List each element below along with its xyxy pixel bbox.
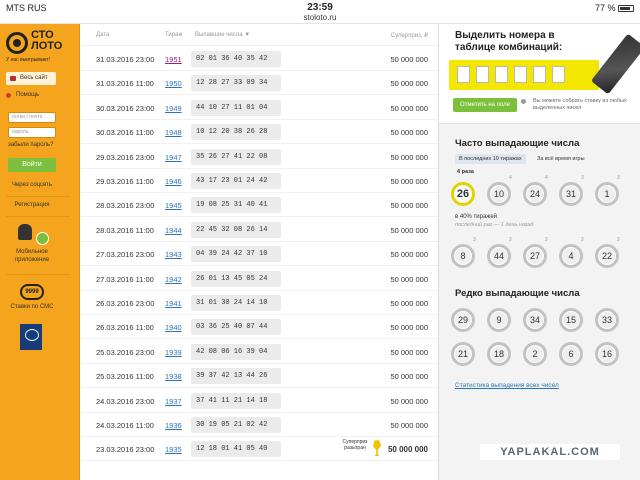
number-cell[interactable] <box>552 66 565 83</box>
col-numbers[interactable]: Выпавшие числа ▼ <box>195 32 251 38</box>
forgot-password-link[interactable]: забыли пароль? <box>8 142 54 148</box>
ball-count: 3 <box>581 175 584 181</box>
ball-count: 2 <box>581 237 584 243</box>
table-row <box>81 242 438 266</box>
row-draw-link[interactable]: 1947 <box>165 152 182 162</box>
row-draw-link[interactable]: 1938 <box>165 372 182 382</box>
row-prize: 50 000 000 <box>390 152 428 162</box>
row-numbers: 19 08 25 31 40 41 <box>191 197 281 213</box>
stoloto-logo[interactable] <box>6 29 76 63</box>
rare-ball[interactable]: 16 <box>595 342 619 366</box>
frequent-ball[interactable]: 10 <box>487 182 511 206</box>
row-prize: 50 000 000 <box>390 128 428 138</box>
rare-ball[interactable]: 33 <box>595 308 619 332</box>
row-prize: 50 000 000 <box>390 250 428 260</box>
row-date: 30.03.2016 23:00 <box>96 103 155 113</box>
row-prize: 50 000 000 <box>390 177 428 186</box>
rare-ball[interactable]: 9 <box>487 308 511 332</box>
row-numbers: 03 36 25 40 07 44 <box>191 319 281 335</box>
table-row <box>81 413 438 437</box>
superprize-won-label: Суперприз разыгран <box>342 439 368 452</box>
frequent-ball[interactable]: 31 <box>559 182 583 206</box>
row-date: 23.03.2016 23:00 <box>96 445 155 455</box>
password-input[interactable]: пароль <box>8 127 56 138</box>
row-date: 29.03.2016 11:00 <box>96 177 154 186</box>
row-date: 26.03.2016 23:00 <box>96 299 155 308</box>
login-input[interactable]: логин / почта <box>8 112 56 123</box>
clock: 23:59 <box>307 2 333 13</box>
row-numbers: 31 01 30 24 14 10 <box>191 295 281 311</box>
table-header <box>81 24 438 46</box>
percent-label: в 40% тиражей <box>455 214 498 220</box>
watermark: YAPLAKAL.COM <box>480 444 620 460</box>
table-row <box>81 364 438 388</box>
rare-ball[interactable]: 34 <box>523 308 547 332</box>
row-draw-link[interactable]: 1950 <box>165 79 182 89</box>
frequent-ball[interactable]: 24 <box>523 182 547 206</box>
row-date: 24.03.2016 23:00 <box>96 396 155 406</box>
table-row <box>81 218 438 242</box>
row-prize: 50 000 000 <box>390 421 428 430</box>
ball-count: 2 <box>545 237 548 243</box>
draw-results-table <box>81 24 438 480</box>
frequent-ball[interactable]: 8 <box>451 244 475 268</box>
number-cell[interactable] <box>514 66 527 83</box>
table-row <box>81 96 438 120</box>
table-row <box>81 315 438 339</box>
row-numbers: 30 19 05 21 02 42 <box>191 417 281 433</box>
right-panel <box>438 24 640 480</box>
battery-icon <box>618 5 634 12</box>
table-row <box>81 169 438 193</box>
rare-ball[interactable]: 18 <box>487 342 511 366</box>
help-label: Помощь <box>16 92 40 98</box>
sms-bets-link[interactable]: Ставки по СМС <box>10 304 54 310</box>
row-draw-link[interactable]: 1937 <box>165 396 182 406</box>
number-cell[interactable] <box>476 66 489 83</box>
frequent-ball[interactable]: 1 <box>595 182 619 206</box>
row-numbers: 12 28 27 33 09 34 <box>191 75 281 91</box>
row-date: 29.03.2016 23:00 <box>96 152 155 162</box>
row-numbers: 42 08 06 16 39 04 <box>191 344 281 360</box>
row-prize: 50 000 000 <box>390 372 428 382</box>
row-numbers: 04 39 24 42 37 10 <box>191 246 281 262</box>
frequent-ball[interactable]: 22 <box>595 244 619 268</box>
row-draw-link[interactable]: 1944 <box>165 225 182 235</box>
number-cell[interactable] <box>533 66 546 83</box>
tab-all-time[interactable]: За всё время игры <box>537 156 585 162</box>
row-draw-link[interactable]: 1945 <box>165 201 182 211</box>
last-seen-label: последний раз — 1 день назад <box>455 222 534 228</box>
frequent-title: Часто выпадающие числа <box>455 138 580 149</box>
mark-on-field-button[interactable]: Отметить на поле <box>453 98 517 112</box>
col-prize[interactable]: Суперприз, ₽ <box>390 33 428 39</box>
status-bar <box>0 0 640 24</box>
row-draw-link[interactable]: 1948 <box>165 128 182 138</box>
row-numbers: 10 12 20 38 26 28 <box>191 124 281 140</box>
row-prize: 50 000 000 <box>390 103 428 113</box>
table-row <box>81 291 438 315</box>
row-prize: 50 000 000 <box>390 201 428 211</box>
table-row <box>81 47 438 71</box>
row-date: 28.03.2016 11:00 <box>96 225 154 235</box>
row-draw-link[interactable]: 1949 <box>165 103 182 113</box>
table-row <box>81 120 438 144</box>
social-login-link[interactable]: Через соцсеть <box>11 182 53 188</box>
rare-title: Редко выпадающие числа <box>455 288 580 299</box>
frequent-ball[interactable]: 26 <box>451 182 475 206</box>
row-prize: 50 000 000 <box>387 445 428 455</box>
tab-last-10[interactable]: В последних 10 тиражах <box>455 154 526 164</box>
row-numbers: 22 45 32 08 26 14 <box>191 222 281 238</box>
row-date: 24.03.2016 11:00 <box>96 421 154 430</box>
address-bar[interactable]: stoloto.ru <box>303 13 337 22</box>
lottery-emblem-icon[interactable] <box>20 324 42 350</box>
battery-indicator <box>595 3 634 13</box>
row-date: 27.03.2016 11:00 <box>96 274 154 284</box>
rare-ball[interactable]: 29 <box>451 308 475 332</box>
ball-count: 4 <box>509 175 512 181</box>
mobile-app-link[interactable]: Мобильное приложение <box>14 249 50 263</box>
number-cell[interactable] <box>495 66 508 83</box>
apple-icon[interactable] <box>36 232 49 245</box>
row-date: 27.03.2016 23:00 <box>96 250 155 260</box>
row-date: 30.03.2016 11:00 <box>96 128 154 138</box>
ball-count: 3 <box>473 237 476 243</box>
row-draw-link[interactable]: 1942 <box>165 274 182 284</box>
logo-ring-icon <box>6 32 28 54</box>
row-prize: 50 000 000 <box>390 347 428 357</box>
sms-icon[interactable]: 9999 <box>20 284 44 300</box>
register-link[interactable]: Регистрация <box>14 202 50 208</box>
rare-ball[interactable]: 2 <box>523 342 547 366</box>
row-date: 26.03.2016 11:00 <box>96 323 154 333</box>
row-prize: 50 000 000 <box>390 396 428 406</box>
row-prize: 50 000 000 <box>390 79 428 89</box>
all-site-button[interactable] <box>6 72 56 85</box>
row-date: 31.03.2016 11:00 <box>96 79 154 89</box>
logo-slogan: У нас выигрывают! <box>6 57 50 63</box>
ball-count: 2 <box>617 237 620 243</box>
row-draw-link[interactable]: 1951 <box>165 55 182 64</box>
row-draw-link[interactable]: 1941 <box>165 299 182 308</box>
ball-count: 4 <box>545 175 548 181</box>
table-row <box>81 389 438 413</box>
logo-line1: СТО <box>31 29 54 41</box>
row-date: 28.03.2016 23:00 <box>96 201 155 211</box>
table-row <box>81 340 438 364</box>
row-draw-link[interactable]: 1936 <box>165 421 182 430</box>
row-numbers: 26 01 13 45 05 24 <box>191 271 281 287</box>
ball-count: 3 <box>617 175 620 181</box>
row-prize: 50 000 000 <box>390 299 428 308</box>
number-entry-strip <box>449 60 599 90</box>
row-numbers: 35 26 27 41 22 08 <box>191 149 281 165</box>
divider <box>6 196 70 197</box>
row-prize: 50 000 000 <box>390 225 428 235</box>
highlight-box <box>439 24 640 124</box>
row-draw-link[interactable]: 1935 <box>165 445 182 455</box>
row-draw-link[interactable]: 1943 <box>165 250 182 260</box>
frequent-ball[interactable]: 4 <box>559 244 583 268</box>
row-numbers: 37 41 11 21 14 18 <box>191 393 281 409</box>
home-icon <box>10 76 16 81</box>
col-draw[interactable]: Тираж <box>165 32 183 38</box>
divider <box>6 216 70 217</box>
mark-note: Вы можете собрать ставку из любых выделенных чисел <box>533 98 627 111</box>
row-numbers: 44 10 27 11 01 04 <box>191 100 281 116</box>
number-cell[interactable] <box>457 66 470 83</box>
battery-percent: 77 % <box>594 3 616 13</box>
divider <box>6 274 70 275</box>
all-site-label: Весь сайт <box>20 75 48 81</box>
highlight-title: Выделить номера в таблице комбинаций: <box>455 30 563 53</box>
row-numbers: 02 01 36 40 35 42 <box>191 51 281 67</box>
rare-ball[interactable]: 21 <box>451 342 475 366</box>
sidebar <box>0 24 80 480</box>
table-row <box>81 193 438 217</box>
row-numbers: 43 17 23 01 24 42 <box>191 173 281 189</box>
help-link[interactable] <box>6 92 39 98</box>
table-row <box>81 145 438 169</box>
col-date[interactable]: Дата <box>96 32 110 38</box>
table-row <box>81 267 438 291</box>
row-prize: 50 000 000 <box>390 323 428 333</box>
row-prize: 50 000 000 <box>390 274 428 284</box>
row-numbers: 12 18 01 41 05 40 <box>191 441 281 457</box>
logo-line2: ЛОТО <box>31 40 63 52</box>
row-draw-link[interactable]: 1946 <box>165 177 182 186</box>
frequent-ball[interactable]: 27 <box>523 244 547 268</box>
carrier-label: MTS RUS <box>6 3 47 13</box>
row-draw-link[interactable]: 1940 <box>165 323 182 333</box>
row-prize: 50 000 000 <box>390 55 428 64</box>
help-icon <box>6 93 11 98</box>
frequent-ball[interactable]: 44 <box>487 244 511 268</box>
row-numbers: 39 37 42 13 44 26 <box>191 368 281 384</box>
rare-ball[interactable]: 15 <box>559 308 583 332</box>
rare-ball[interactable]: 6 <box>559 342 583 366</box>
row-date: 31.03.2016 23:00 <box>96 55 155 64</box>
row-date: 25.03.2016 23:00 <box>96 347 155 357</box>
ball-count: 2 <box>509 237 512 243</box>
android-icon[interactable] <box>18 224 32 240</box>
row-draw-link[interactable]: 1939 <box>165 347 182 357</box>
row-date: 25.03.2016 11:00 <box>96 372 154 382</box>
table-row <box>81 437 438 461</box>
login-button[interactable]: Войти <box>8 158 56 172</box>
top-count-label: 4 раза <box>457 169 474 175</box>
table-row <box>81 71 438 95</box>
stats-link[interactable]: Статистика выпадения всех чисел <box>455 382 559 389</box>
